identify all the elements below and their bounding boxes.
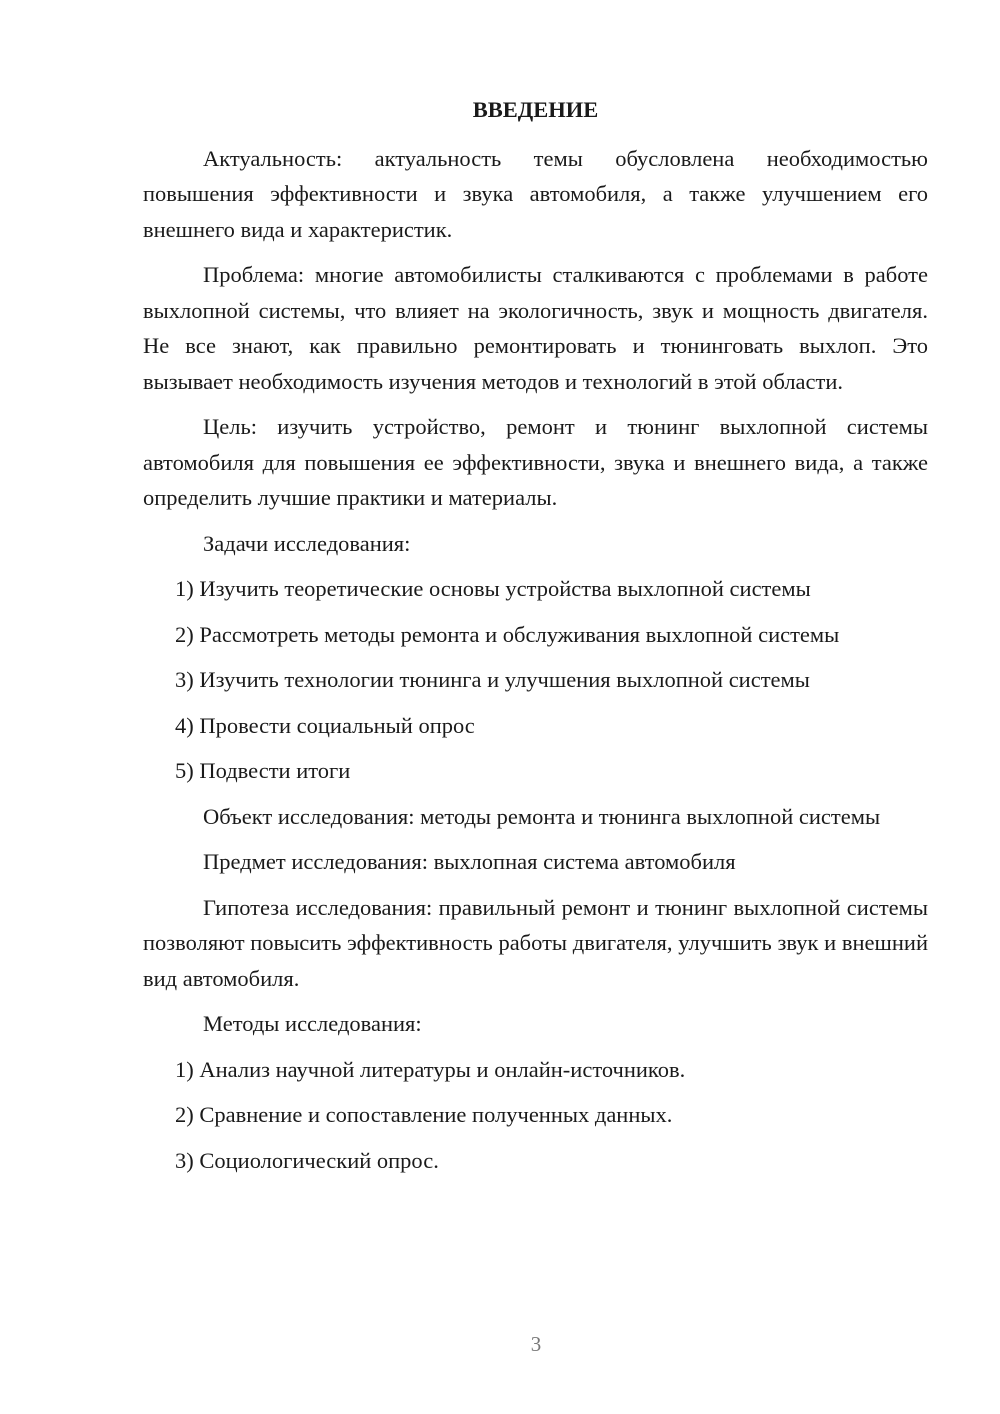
subject-paragraph: Предмет исследования: выхлопная система автомобиля (203, 849, 736, 874)
method-item: 1) Анализ научной литературы и онлайн-источников. (175, 1056, 686, 1082)
methods-label: Методы исследования: (203, 1011, 422, 1036)
tasks-label: Задачи исследования: (203, 530, 411, 556)
task-item: 5) Подвести итоги (175, 758, 351, 783)
page-number: 3 (530, 1332, 542, 1356)
tasks-list (143, 571, 928, 789)
section-title: ВВЕДЕНИЕ (472, 97, 599, 122)
goal-paragraph: Цель: изучить устройство, ремонт и тюнинг выхлопной системы автомобиля для повышения ее эффективности, звука и внешнего вида, а также определить лучшие практики и материалы. (143, 414, 928, 510)
methods-list (143, 1052, 928, 1179)
relevance-paragraph: Актуальность: актуальность темы обусловлена необходимостью повышения эффективности и звука автомобиля, а также улучшением его внешнего вида и характеристик. (143, 145, 928, 242)
method-item: 2) Сравнение и сопоставление полученных данных. (175, 1102, 673, 1127)
task-item: 3) Изучить технологии тюнинга и улучшения выхлопной системы (175, 667, 810, 692)
object-paragraph: Объект исследования: методы ремонта и тюнинга выхлопной системы (203, 803, 881, 829)
task-item: 4) Провести социальный опрос (175, 712, 475, 738)
task-item: 2) Рассмотреть методы ремонта и обслуживания выхлопной системы (175, 621, 840, 647)
method-item: 3) Социологический опрос. (175, 1147, 439, 1173)
problem-paragraph: Проблема: многие автомобилисты сталкиваются с проблемами в работе выхлопной системы, что влияет на экологичность, звук и мощность двигателя. Не все знают, как правильно ремонтировать и тюнинговать выхлоп. Это вызывает необходимость изучения методов и технологий в этой области. (143, 262, 928, 394)
hypothesis-paragraph: Гипотеза исследования: правильный ремонт и тюнинг выхлопной системы позволяют повысить эффективность работы двигателя, улучшить звук и внешний вид автомобиля. (143, 894, 928, 991)
page-content (143, 92, 928, 1188)
task-item: 1) Изучить теоретические основы устройства выхлопной системы (175, 576, 811, 601)
